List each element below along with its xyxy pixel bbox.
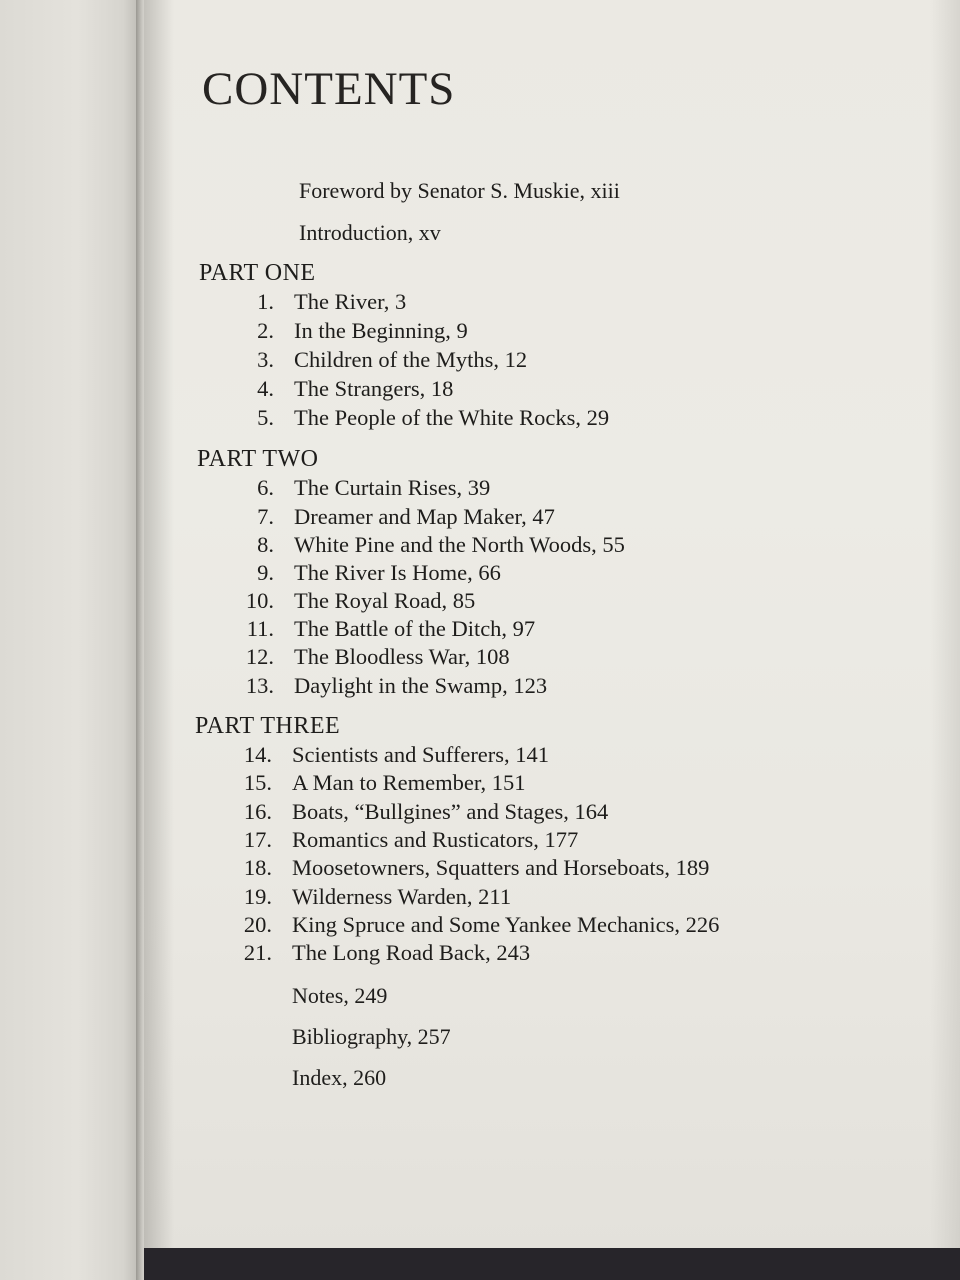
page-edge-shadow: [930, 0, 960, 1250]
chapter-number: 7.: [257, 504, 274, 529]
chapter-number: 5.: [257, 405, 274, 430]
chapter-title: The Curtain Rises, 39: [294, 475, 491, 500]
chapter-title: King Spruce and Some Yankee Mechanics, 226: [292, 912, 720, 937]
chapter-title: Boats, “Bullgines” and Stages, 164: [292, 799, 609, 824]
chapter-title: In the Beginning, 9: [294, 318, 468, 343]
chapter-number: 9.: [257, 560, 274, 585]
chapter-title: The River, 3: [294, 289, 407, 314]
chapter-number: 13.: [245, 673, 274, 698]
chapter-title: The Long Road Back, 243: [292, 940, 531, 965]
page-title: CONTENTS: [202, 63, 456, 115]
chapter-number: 19.: [243, 884, 272, 909]
chapter-number: 20.: [243, 912, 272, 937]
chapter-title: Children of the Myths, 12: [294, 347, 528, 372]
chapter-title: The Battle of the Ditch, 97: [294, 616, 536, 641]
chapter-number: 18.: [243, 855, 272, 880]
chapter-title: The Royal Road, 85: [294, 588, 476, 613]
chapter-number: 21.: [243, 940, 272, 965]
chapter-number: 6.: [257, 475, 274, 500]
chapter-number: 8.: [257, 532, 274, 557]
toc-entry-introduction: Introduction, xv: [299, 220, 441, 245]
part-three-heading: PART THREE: [195, 713, 341, 739]
chapter-title: Wilderness Warden, 211: [292, 884, 512, 909]
chapter-number: 16.: [243, 799, 272, 824]
toc-entry-foreword: Foreword by Senator S. Muskie, xiii: [299, 178, 620, 203]
gutter-shadow: [144, 0, 174, 1250]
chapter-title: Daylight in the Swamp, 123: [294, 673, 548, 698]
part-two-heading: PART TWO: [197, 446, 319, 472]
chapter-number: 4.: [257, 376, 274, 401]
part-one-heading: PART ONE: [199, 260, 316, 286]
chapter-title: The Bloodless War, 108: [294, 644, 510, 669]
chapter-number: 1.: [257, 289, 274, 314]
chapter-title: The People of the White Rocks, 29: [294, 405, 610, 430]
chapter-title: The Strangers, 18: [294, 376, 454, 401]
chapter-number: 12.: [245, 644, 274, 669]
chapter-number: 15.: [243, 770, 272, 795]
chapter-title: Romantics and Rusticators, 177: [292, 827, 579, 852]
chapter-title: Scientists and Sufferers, 141: [292, 742, 550, 767]
book-bottom-edge: [144, 1248, 960, 1280]
chapter-number: 17.: [243, 827, 272, 852]
chapter-number: 2.: [257, 318, 274, 343]
toc-entry-index: Index, 260: [292, 1065, 387, 1090]
chapter-number: 14.: [243, 742, 272, 767]
toc-entry-bibliography: Bibliography, 257: [292, 1024, 451, 1049]
chapter-title: The River Is Home, 66: [294, 560, 501, 585]
toc-entry-notes: Notes, 249: [292, 983, 388, 1008]
chapter-title: White Pine and the North Woods, 55: [294, 532, 625, 557]
facing-page: [0, 0, 140, 1280]
chapter-number: 10.: [245, 588, 274, 613]
chapter-title: Moosetowners, Squatters and Horseboats, 189: [292, 855, 710, 880]
chapter-title: A Man to Remember, 151: [292, 770, 526, 795]
chapter-title: Dreamer and Map Maker, 47: [294, 504, 555, 529]
chapter-number: 3.: [257, 347, 274, 372]
chapter-number: 11.: [246, 616, 274, 641]
